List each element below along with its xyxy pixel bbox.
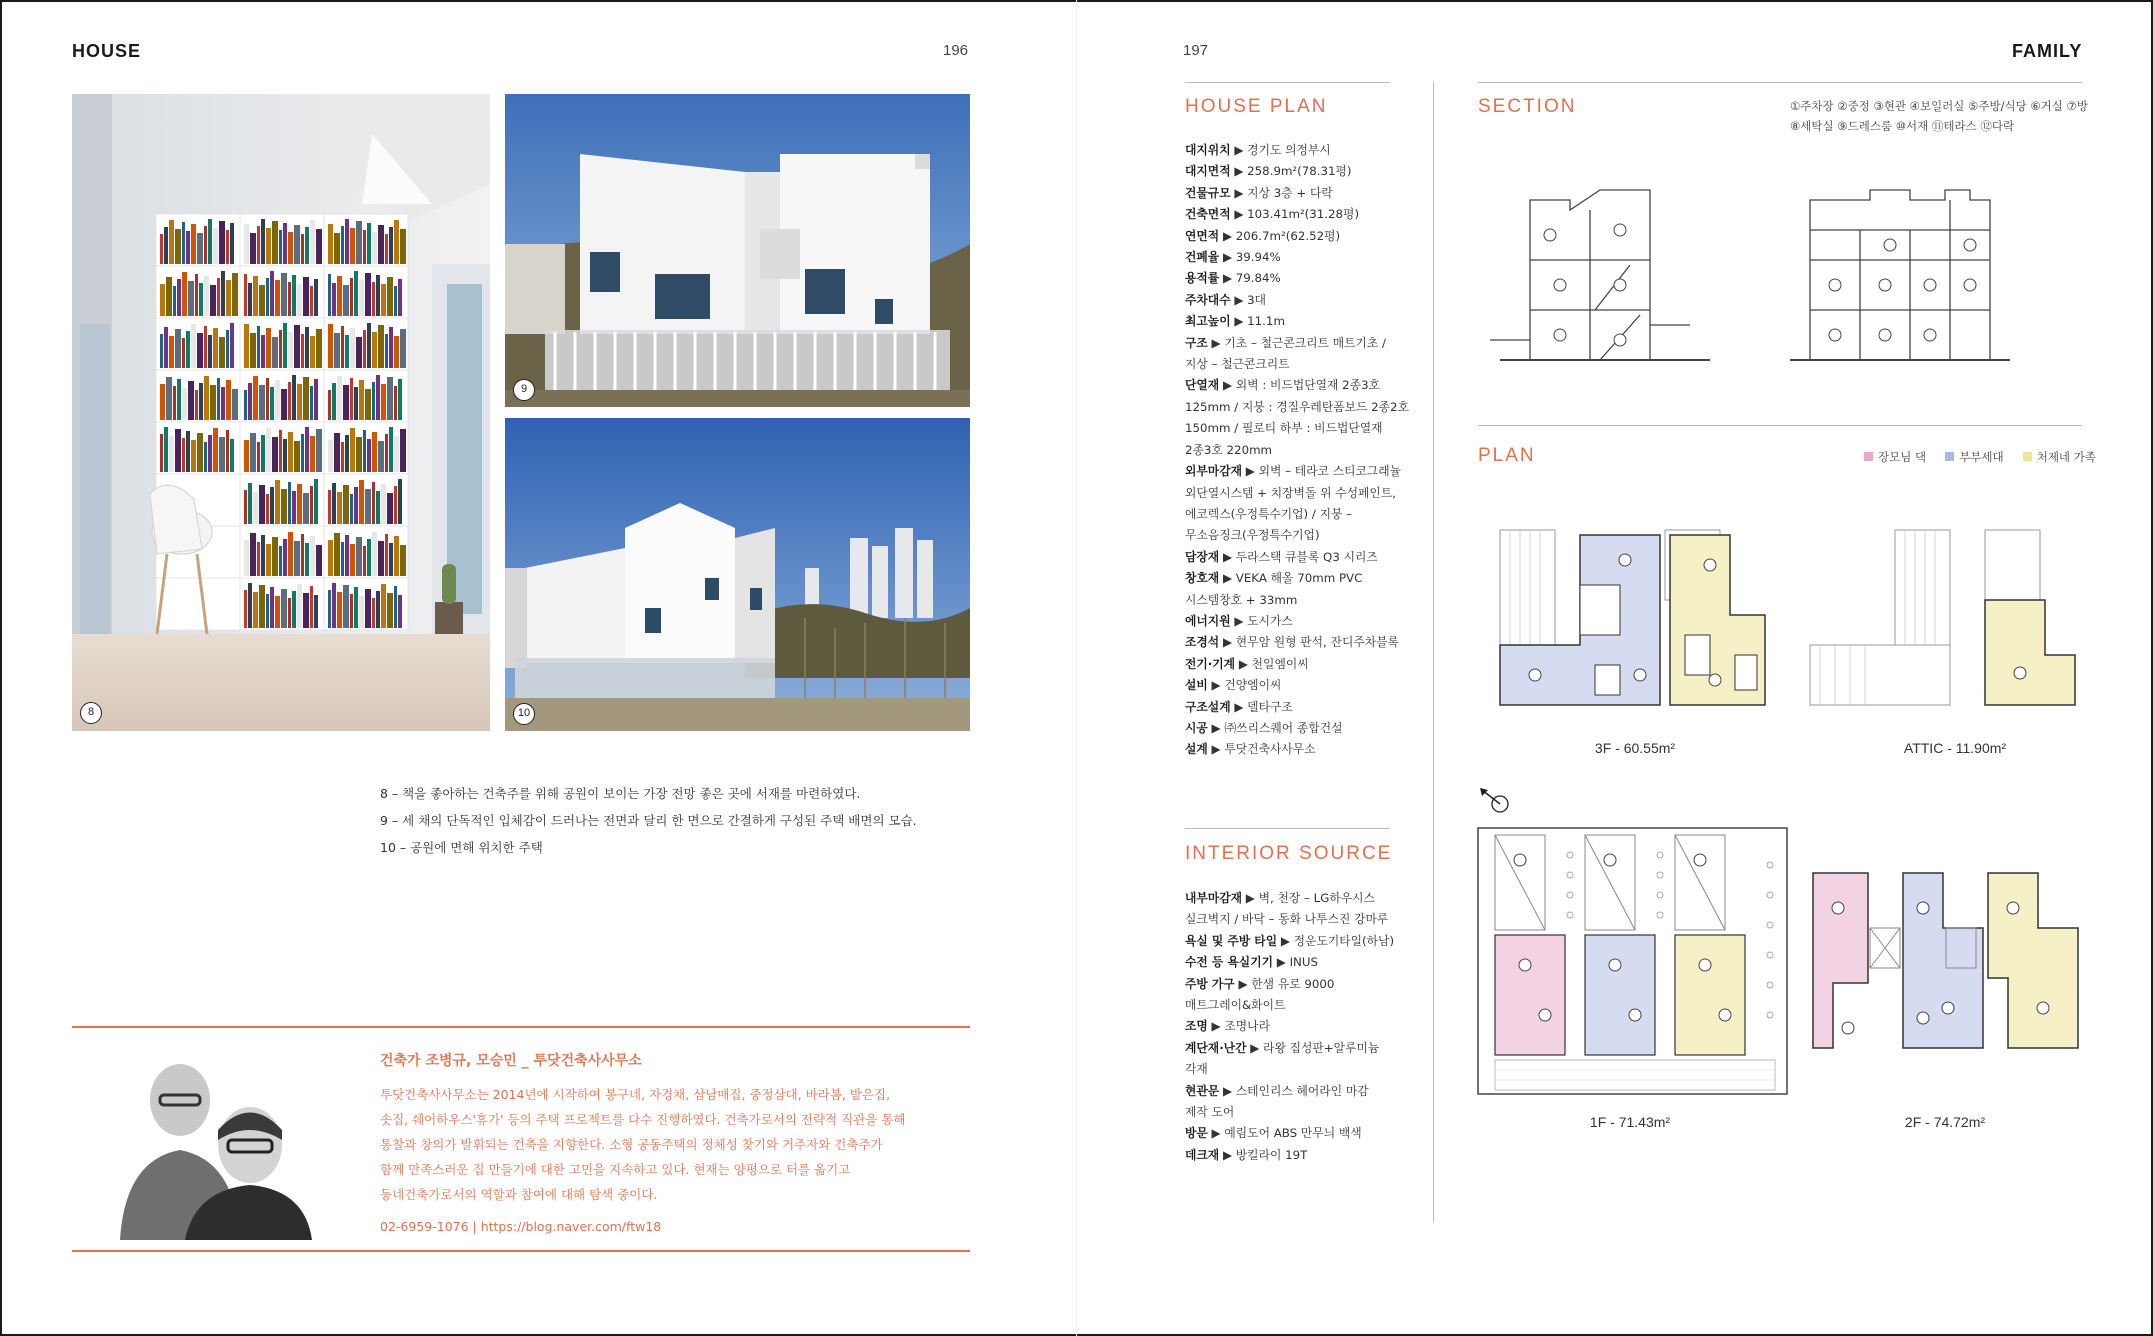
house-park-photo-icon	[505, 418, 970, 731]
house-plan-key: 조경석	[1185, 635, 1220, 650]
house-plan-value: 103.41m²(31.28평)	[1247, 207, 1360, 222]
house-plan-row: 전기·기계 ▶ 천일엠이씨	[1185, 656, 1309, 671]
house-plan-row	[1185, 483, 1415, 504]
interior-source-value: 한샘 유로 9000	[1251, 976, 1335, 991]
house-plan-row	[1185, 418, 1415, 439]
interior-source-key: 조명	[1185, 1019, 1208, 1034]
house-plan-key: 창호재	[1185, 571, 1220, 586]
house-plan-row: 외부마감재 ▶ 외벽 – 테라코 스티코그래뉼	[1185, 464, 1402, 479]
house-plan-value: 39.94%	[1235, 250, 1281, 265]
house-plan-row	[1185, 354, 1415, 375]
house-plan-value: 외벽 : 비드법단열재 2종3호	[1235, 378, 1380, 393]
building-section-drawing-icon	[1490, 170, 2080, 370]
house-plan-value: 125mm / 지붕 : 경질우레탄폼보드 2종2호	[1185, 399, 1409, 414]
interior-source-row: 조명 ▶ 조명나라	[1185, 1019, 1270, 1034]
house-plan-key: 구조설계	[1185, 699, 1231, 714]
house-plan-value: 에코렉스(우정특수기업) / 지붕 –	[1185, 506, 1353, 521]
bookshelf-interior-photo-icon	[72, 94, 490, 731]
interior-source-value: INUS	[1289, 955, 1319, 970]
north-arrow-icon	[1478, 786, 1514, 816]
interior-source-row: 주방 가구 ▶ 한샘 유로 9000	[1185, 976, 1335, 991]
house-plan-value: 258.9m²(78.31평)	[1247, 164, 1352, 179]
interior-source-key: 방문	[1185, 1126, 1208, 1141]
house-plan-key: 단열재	[1185, 378, 1220, 393]
house-plan-row: 주차대수 ▶ 3대	[1185, 292, 1267, 307]
house-plan-value: 79.84%	[1235, 271, 1281, 286]
interior-source-value: 정운도기타일(하남)	[1293, 933, 1395, 948]
architect-bio-line: 투닷건축사사무소는 2014년에 시작하여 봉구네, 자경채, 삼남매집, 중정삼대, 바라봄, 밭은집,	[380, 1087, 891, 1102]
architect-title: 건축가 조병규, 모승민 _ 투닷건축사사무소	[380, 1053, 642, 1069]
page-gutter	[1076, 0, 1077, 1336]
house-plan-key: 대지위치	[1185, 143, 1231, 157]
house-plan-row: 조경석 ▶ 현무암 원형 판석, 잔디주차블록	[1185, 635, 1399, 650]
plan-label-3f: 3F - 60.55m²	[1594, 740, 1676, 756]
house-plan-row	[1185, 590, 1415, 611]
plan-label-1f: 1F - 71.43m²	[1589, 1114, 1671, 1130]
house-plan-value: 3대	[1247, 292, 1267, 307]
photo-captions	[380, 780, 980, 861]
house-plan-row	[1185, 397, 1415, 418]
interior-source-value: 벽, 천장 – LG하우시스	[1258, 891, 1375, 905]
interior-source-row: 현관문 ▶ 스테인리스 헤어라인 마감	[1185, 1083, 1369, 1098]
house-plan-value: 외단열시스템 + 치장벽돌 위 수성페인트,	[1185, 485, 1396, 500]
room-legend	[1790, 96, 2088, 136]
legend-item-mother-in-law	[1864, 449, 1926, 465]
house-plan-row: 단열재 ▶ 외벽 : 비드법단열재 2종3호	[1185, 378, 1380, 393]
house-plan-key: 최고높이	[1185, 314, 1231, 329]
interior-source-row	[1185, 1059, 1415, 1080]
interior-source-value: 실크벽지 / 바닥 – 동화 나투스진 강마루	[1185, 912, 1389, 927]
interior-source-row	[1185, 995, 1415, 1016]
floor-plan-attic	[1805, 525, 2085, 719]
photo-house-park	[505, 418, 970, 731]
house-plan-row: 담장재 ▶ 두라스택 큐블록 Q3 시리즈	[1185, 549, 1378, 564]
house-plan-value: 지상 – 철근콘크리트	[1185, 357, 1290, 372]
house-plan-value: ㈜쓰리스퀘어 종합건설	[1224, 720, 1343, 735]
interior-source-key: 현관문	[1185, 1083, 1220, 1098]
north-arrow	[1478, 786, 1514, 820]
house-plan-key: 건폐율	[1185, 250, 1220, 265]
house-plan-value: 206.7m²(62.52평)	[1235, 228, 1341, 243]
bookshelf-grid	[156, 214, 408, 630]
interior-source-value: 제작 도어	[1185, 1105, 1235, 1120]
house-plan-row: 설계 ▶ 투닷건축사사무소	[1185, 742, 1316, 757]
room-legend-line: ⑧세탁실 ⑨드레스룸 ⑩서재 ⑪테라스 ⑫다락	[1790, 119, 2015, 133]
interior-source-value: 라왕 집성판+알루미늄	[1263, 1040, 1380, 1055]
house-plan-key: 건물규모	[1185, 185, 1231, 200]
architect-bio-line: 함께 만족스러운 집 만들기에 대한 고민을 지속하고 있다. 현재는 양평으로 터를 옮기고	[380, 1162, 851, 1177]
house-plan-value: 11.1m	[1247, 314, 1285, 329]
room-legend-line: ①주차장 ②중정 ③현관 ④보일러실 ⑤주방/식당 ⑥거실 ⑦방	[1790, 99, 2088, 113]
house-plan-row	[1185, 504, 1415, 525]
house-plan-row	[1185, 440, 1415, 461]
house-plan-value: 시스템창호 + 33mm	[1185, 592, 1298, 607]
house-plan-row: 건물규모 ▶ 지상 3층 + 다락	[1185, 185, 1333, 200]
architect-profile	[380, 1050, 970, 1234]
house-plan-value: 건양엠이씨	[1224, 678, 1282, 693]
interior-source-row: 내부마감재 ▶ 벽, 천장 – LG하우시스	[1185, 891, 1375, 905]
house-plan-row: 구조설계 ▶ 델타구조	[1185, 699, 1293, 714]
house-plan-row: 건축면적 ▶ 103.41m²(31.28평)	[1185, 207, 1360, 222]
interior-source-row: 수전 등 욕실기기 ▶ INUS	[1185, 955, 1319, 970]
floor-plan-3f	[1495, 525, 1775, 719]
house-plan-row: 연면적 ▶ 206.7m²(62.52평)	[1185, 228, 1341, 243]
floor-plan-attic-icon	[1805, 525, 2085, 715]
legend-label: 처제네 가족	[2036, 449, 2096, 464]
interior-source-key: 데크재	[1185, 1147, 1220, 1162]
house-plan-key: 시공	[1185, 720, 1208, 735]
plan-top-rule	[1478, 425, 2082, 426]
house-plan-top-rule	[1185, 82, 1390, 83]
architect-bio	[380, 1082, 970, 1207]
left-page-number: 196	[943, 42, 969, 59]
photo-badge-9: 9	[513, 379, 535, 401]
house-plan-value: 현무암 원형 판석, 잔디주차블록	[1235, 635, 1399, 650]
house-plan-row: 대지면적 ▶ 258.9m²(78.31평)	[1185, 164, 1352, 179]
left-section-label: HOUSE	[72, 41, 142, 61]
right-section-label: FAMILY	[2012, 41, 2083, 61]
house-plan-key: 에너지원	[1185, 613, 1231, 628]
house-plan-value: 도시가스	[1247, 613, 1293, 628]
house-plan-row: 설비 ▶ 건양엠이씨	[1185, 678, 1282, 693]
floor-plan-1f-icon	[1475, 825, 1790, 1100]
plan-title: PLAN	[1478, 445, 1536, 466]
photo-badge-8: 8	[80, 702, 102, 724]
interior-source-value: 스테인리스 헤어라인 마감	[1235, 1083, 1369, 1098]
interior-source-value: 각재	[1185, 1062, 1208, 1077]
house-plan-value: VEKA 해올 70mm PVC	[1235, 571, 1363, 586]
house-plan-title: HOUSE PLAN	[1185, 96, 1328, 117]
house-plan-key: 전기·기계	[1185, 656, 1236, 671]
interior-source-title: INTERIOR SOURCE	[1185, 843, 1393, 864]
plan-label-2f: 2F - 74.72m²	[1904, 1114, 1986, 1130]
interior-source-key: 주방 가구	[1185, 976, 1235, 991]
house-plan-value: 투닷건축사사무소	[1224, 742, 1316, 757]
interior-source-value: 예림도어 ABS 만무늬 백색	[1224, 1126, 1362, 1141]
caption-9: 9 – 세 채의 단독적인 입체감이 드러나는 전면과 달리 한 면으로 간결하게 구성된 주택 배면의 모습.	[380, 813, 917, 828]
interior-source-row: 데크재 ▶ 방킬라이 19T	[1185, 1147, 1308, 1162]
architect-bio-line: 동네건축가로서의 역할과 참여에 대해 탐색 중이다.	[380, 1187, 658, 1202]
house-plan-key: 용적률	[1185, 271, 1220, 286]
architects-portrait-icon	[100, 1040, 320, 1240]
family-legend	[1850, 446, 2096, 465]
legend-item-couple	[1945, 449, 2003, 465]
house-plan-row	[1185, 525, 1415, 546]
interior-source-row: 방문 ▶ 예림도어 ABS 만무늬 백색	[1185, 1126, 1362, 1141]
architect-bottom-rule	[72, 1250, 970, 1252]
architect-top-rule	[72, 1026, 970, 1028]
interior-source-value: 매트그레이&화이트	[1185, 998, 1286, 1013]
house-plan-key: 설계	[1185, 742, 1208, 757]
house-plan-value: 델타구조	[1247, 699, 1293, 714]
house-plan-key: 설비	[1185, 678, 1208, 693]
legend-label: 장모님 댁	[1878, 449, 1927, 464]
photo-badge-10: 10	[513, 703, 535, 725]
house-plan-row: 건폐율 ▶ 39.94%	[1185, 250, 1281, 265]
interior-source-value: 방킬라이 19T	[1235, 1147, 1308, 1162]
legend-swatch	[2023, 452, 2032, 461]
interior-source-key: 내부마감재	[1185, 891, 1242, 905]
house-plan-value: 무소음징크(우정특수기업)	[1185, 528, 1320, 543]
interior-source-row	[1185, 1102, 1415, 1123]
house-plan-row: 용적률 ▶ 79.84%	[1185, 271, 1281, 286]
house-plan-value: 외벽 – 테라코 스티코그래뉼	[1258, 464, 1402, 479]
floor-plan-2f-icon	[1808, 868, 2083, 1063]
house-plan-key: 구조	[1185, 335, 1208, 350]
interior-source-top-rule	[1185, 828, 1390, 829]
house-plan-value: 기초 – 철근콘크리트 매트기초 /	[1224, 335, 1386, 350]
house-plan-row: 에너지원 ▶ 도시가스	[1185, 613, 1293, 628]
photo-house-exterior	[505, 94, 970, 407]
floor-plan-3f-icon	[1495, 525, 1775, 715]
photo-bookshelf-interior	[72, 94, 490, 731]
house-plan-row: 구조 ▶ 기초 – 철근콘크리트 매트기초 /	[1185, 335, 1386, 350]
house-plan-key: 담장재	[1185, 549, 1220, 564]
right-page-number: 197	[1183, 42, 1209, 59]
house-plan-value: 2종3호 220mm	[1185, 442, 1273, 457]
interior-source-specs	[1185, 888, 1415, 1166]
plan-label-attic: ATTIC - 11.90m²	[1903, 740, 2007, 756]
architect-portrait	[100, 1040, 320, 1240]
house-plan-key: 건축면적	[1185, 207, 1231, 222]
house-plan-key: 연면적	[1185, 228, 1220, 243]
architect-bio-line: 통찰과 창의가 발휘되는 건축을 지향한다. 소형 공동주택의 정체성 찾기와 거주자와 건축주가	[380, 1137, 883, 1152]
floor-plan-1f	[1475, 825, 1790, 1104]
interior-source-row: 욕실 및 주방 타일 ▶ 정운도기타일(하남)	[1185, 933, 1395, 948]
house-plan-row: 창호재 ▶ VEKA 해올 70mm PVC	[1185, 571, 1363, 586]
legend-label: 부부세대	[1959, 449, 2004, 464]
architect-contact: 02-6959-1076 | https://blog.naver.com/ftw18	[380, 1219, 662, 1234]
house-plan-key: 대지면적	[1185, 164, 1231, 179]
column-divider	[1433, 82, 1434, 1222]
house-plan-value: 천일엠이씨	[1251, 656, 1309, 671]
caption-8: 8 – 책을 좋아하는 건축주를 위해 공원이 보이는 가장 전망 좋은 곳에 서재를 마련하였다.	[380, 786, 861, 801]
legend-swatch	[1945, 452, 1954, 461]
house-plan-value: 150mm / 필로티 하부 : 비드법단열재	[1185, 421, 1383, 436]
interior-source-key: 계단재·난간	[1185, 1040, 1247, 1055]
house-plan-row: 대지위치 ▶ 경기도 의정부시	[1185, 143, 1331, 157]
section-title: SECTION	[1478, 96, 1577, 117]
house-plan-row: 최고높이 ▶ 11.1m	[1185, 314, 1285, 329]
interior-source-row: 계단재·난간 ▶ 라왕 집성판+알루미늄	[1185, 1040, 1380, 1055]
house-plan-value: 경기도 의정부시	[1247, 143, 1331, 157]
architect-bio-line: 솟집, 쉐어하우스'휴가' 등의 주택 프로젝트를 다수 진행하였다. 건축가로서의 전략적 직관을 통해	[380, 1112, 906, 1127]
house-plan-value: 두라스택 큐블록 Q3 시리즈	[1235, 549, 1378, 564]
interior-source-key: 욕실 및 주방 타일	[1185, 933, 1278, 948]
interior-source-row	[1185, 909, 1415, 930]
section-drawings	[1490, 170, 2080, 374]
house-plan-key: 외부마감재	[1185, 464, 1242, 479]
house-plan-key: 주차대수	[1185, 292, 1231, 307]
house-plan-specs	[1185, 140, 1415, 761]
interior-source-key: 수전 등 욕실기기	[1185, 955, 1273, 970]
section-top-rule	[1478, 82, 2082, 83]
legend-item-sister-in-law	[2023, 449, 2096, 465]
house-exterior-photo-icon	[505, 94, 970, 407]
floor-plan-2f	[1808, 868, 2083, 1067]
interior-source-value: 조명나라	[1224, 1019, 1270, 1034]
house-plan-row: 시공 ▶ ㈜쓰리스퀘어 종합건설	[1185, 720, 1343, 735]
caption-10: 10 – 공원에 면해 위치한 주택	[380, 840, 543, 855]
house-plan-value: 지상 3층 + 다락	[1247, 185, 1333, 200]
legend-swatch	[1864, 452, 1873, 461]
